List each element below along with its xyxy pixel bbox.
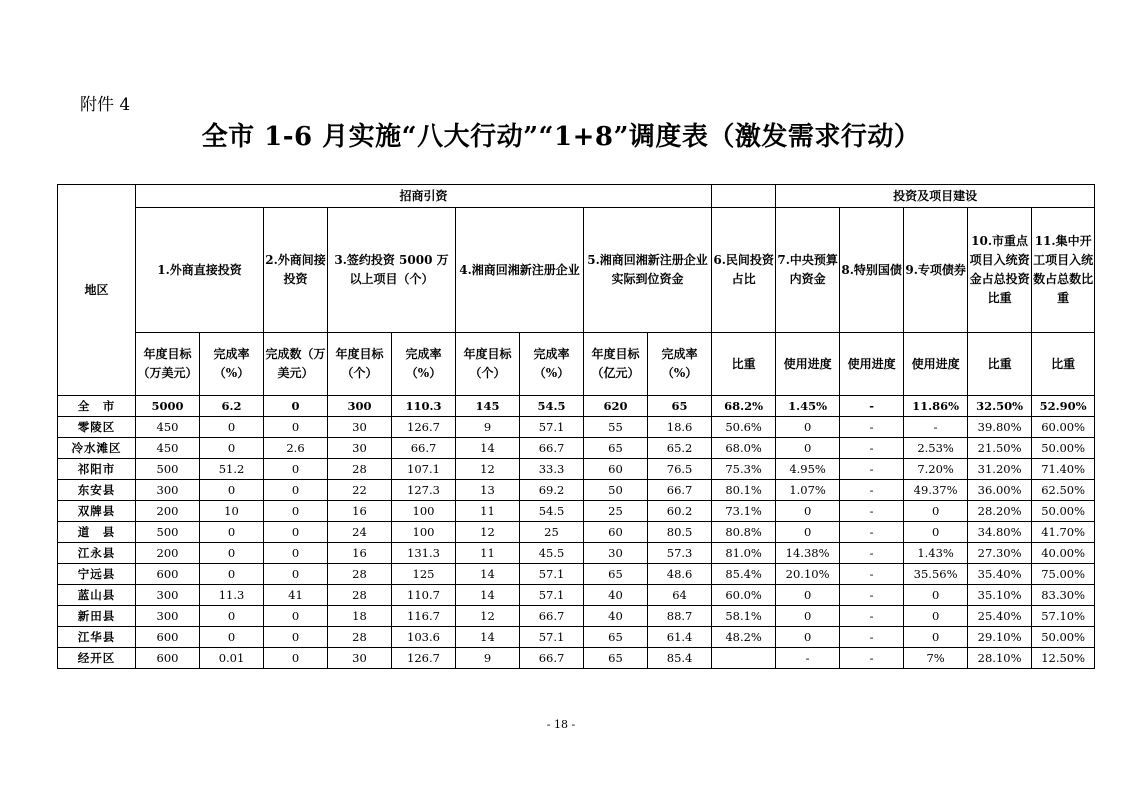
header-c8: 8.特别国债 [840, 208, 904, 333]
value-cell: 57.10% [1032, 606, 1095, 627]
value-cell: 50.00% [1032, 627, 1095, 648]
region-cell: 蓝山县 [58, 585, 136, 606]
table-row [58, 459, 1095, 480]
value-cell: 300 [136, 480, 200, 501]
value-cell: 450 [136, 417, 200, 438]
value-cell: 51.2 [200, 459, 264, 480]
table-row [58, 417, 1095, 438]
value-cell: 14 [456, 585, 520, 606]
value-cell: 11.3 [200, 585, 264, 606]
value-cell: 103.6 [392, 627, 456, 648]
value-cell: 0 [264, 459, 328, 480]
header-c9: 9.专项债券 [904, 208, 968, 333]
subheader-cell: 完成数（万美元） [264, 333, 328, 396]
value-cell: 61.4 [648, 627, 712, 648]
value-cell: 65.2 [648, 438, 712, 459]
value-cell: 33.3 [520, 459, 584, 480]
table-body [58, 396, 1095, 669]
header-c3: 3.签约投资 5000 万以上项目（个） [328, 208, 456, 333]
value-cell: 75.3% [712, 459, 776, 480]
value-cell: 30 [328, 648, 392, 669]
value-cell: 0 [200, 417, 264, 438]
value-cell: 28 [328, 585, 392, 606]
value-cell: 48.2% [712, 627, 776, 648]
value-cell: 81.0% [712, 543, 776, 564]
value-cell: 85.4% [712, 564, 776, 585]
value-cell: 16 [328, 543, 392, 564]
value-cell: 11.86% [904, 396, 968, 417]
value-cell [712, 648, 776, 669]
value-cell: 0 [200, 480, 264, 501]
value-cell: 16 [328, 501, 392, 522]
value-cell: 65 [584, 564, 648, 585]
region-cell: 双牌县 [58, 501, 136, 522]
value-cell: 100 [392, 501, 456, 522]
value-cell: - [840, 438, 904, 459]
value-cell: - [840, 543, 904, 564]
value-cell: 200 [136, 501, 200, 522]
value-cell: 100 [392, 522, 456, 543]
value-cell: 66.7 [648, 480, 712, 501]
subheader-cell: 完成率（%） [392, 333, 456, 396]
table-row [58, 564, 1095, 585]
value-cell: - [840, 564, 904, 585]
value-cell: 0 [200, 522, 264, 543]
header-c7: 7.中央预算内资金 [776, 208, 840, 333]
value-cell: 25 [520, 522, 584, 543]
region-cell: 经开区 [58, 648, 136, 669]
table-row [58, 606, 1095, 627]
value-cell: 29.10% [968, 627, 1032, 648]
page-number: - 18 - [546, 718, 576, 731]
value-cell: 116.7 [392, 606, 456, 627]
value-cell: 0 [200, 438, 264, 459]
value-cell: 60.00% [1032, 417, 1095, 438]
value-cell: 31.20% [968, 459, 1032, 480]
value-cell: 10 [200, 501, 264, 522]
value-cell: 65 [584, 648, 648, 669]
subheader-cell: 比重 [968, 333, 1032, 396]
subheader-cell: 比重 [1032, 333, 1095, 396]
value-cell: 28 [328, 627, 392, 648]
value-cell: 62.50% [1032, 480, 1095, 501]
value-cell: 41.70% [1032, 522, 1095, 543]
value-cell: 12 [456, 606, 520, 627]
value-cell: 0 [776, 438, 840, 459]
value-cell: 69.2 [520, 480, 584, 501]
subheader-cell: 比重 [712, 333, 776, 396]
value-cell: - [840, 648, 904, 669]
value-cell: 0 [264, 417, 328, 438]
value-cell: 14.38% [776, 543, 840, 564]
value-cell: 22 [328, 480, 392, 501]
header-blank-cell [712, 185, 776, 208]
region-cell: 宁远县 [58, 564, 136, 585]
region-cell: 东安县 [58, 480, 136, 501]
value-cell: 0 [904, 585, 968, 606]
value-cell: 65 [648, 396, 712, 417]
value-cell: - [840, 417, 904, 438]
value-cell: 0 [776, 522, 840, 543]
value-cell: 14 [456, 564, 520, 585]
value-cell: 28 [328, 564, 392, 585]
value-cell: 126.7 [392, 648, 456, 669]
value-cell: 0.01 [200, 648, 264, 669]
region-cell: 江华县 [58, 627, 136, 648]
table-row [58, 438, 1095, 459]
value-cell: 300 [328, 396, 392, 417]
value-cell: 11 [456, 501, 520, 522]
value-cell: 12.50% [1032, 648, 1095, 669]
value-cell: 21.50% [968, 438, 1032, 459]
header-group-project-construction: 投资及项目建设 [776, 185, 1095, 208]
value-cell: 0 [200, 606, 264, 627]
value-cell: 85.4 [648, 648, 712, 669]
value-cell: 126.7 [392, 417, 456, 438]
value-cell: 45.5 [520, 543, 584, 564]
value-cell: 6.2 [200, 396, 264, 417]
header-c5: 5.湘商回湘新注册企业实际到位资金 [584, 208, 712, 333]
value-cell: 0 [264, 543, 328, 564]
value-cell: 30 [328, 417, 392, 438]
page-title: 全市 1-6 月实施“八大行动”“1+8”调度表（激发需求行动） [201, 122, 921, 152]
value-cell: 18.6 [648, 417, 712, 438]
region-cell: 新田县 [58, 606, 136, 627]
subheader-cell: 使用进度 [904, 333, 968, 396]
region-cell: 全 市 [58, 396, 136, 417]
header-region: 地区 [58, 185, 136, 396]
value-cell: 24 [328, 522, 392, 543]
table-row [58, 522, 1095, 543]
value-cell: 58.1% [712, 606, 776, 627]
value-cell: 1.43% [904, 543, 968, 564]
value-cell: 50.00% [1032, 438, 1095, 459]
value-cell: 60.2 [648, 501, 712, 522]
value-cell: 50.00% [1032, 501, 1095, 522]
value-cell: 500 [136, 522, 200, 543]
region-cell: 江永县 [58, 543, 136, 564]
value-cell: 107.1 [392, 459, 456, 480]
value-cell: 68.2% [712, 396, 776, 417]
value-cell: 50 [584, 480, 648, 501]
value-cell: 300 [136, 606, 200, 627]
value-cell: 5000 [136, 396, 200, 417]
value-cell: 25 [584, 501, 648, 522]
value-cell: 110.3 [392, 396, 456, 417]
value-cell: 60.0% [712, 585, 776, 606]
value-cell: 0 [904, 606, 968, 627]
value-cell: 12 [456, 522, 520, 543]
value-cell: - [776, 648, 840, 669]
header-c6: 6.民间投资占比 [712, 208, 776, 333]
value-cell: 125 [392, 564, 456, 585]
value-cell: 80.8% [712, 522, 776, 543]
value-cell: 71.40% [1032, 459, 1095, 480]
value-cell: - [840, 480, 904, 501]
value-cell: 13 [456, 480, 520, 501]
value-cell: 66.7 [520, 648, 584, 669]
value-cell: 12 [456, 459, 520, 480]
region-cell: 冷水滩区 [58, 438, 136, 459]
value-cell: 32.50% [968, 396, 1032, 417]
value-cell: 28.20% [968, 501, 1032, 522]
value-cell: 0 [264, 564, 328, 585]
value-cell: 600 [136, 648, 200, 669]
value-cell: 127.3 [392, 480, 456, 501]
value-cell: - [840, 606, 904, 627]
header-c4: 4.湘商回湘新注册企业 [456, 208, 584, 333]
value-cell: 145 [456, 396, 520, 417]
value-cell: 600 [136, 627, 200, 648]
header-c1: 1.外商直接投资 [136, 208, 264, 333]
value-cell: - [840, 627, 904, 648]
header-c2: 2.外商间接投资 [264, 208, 328, 333]
value-cell: 40.00% [1032, 543, 1095, 564]
value-cell: 65 [584, 627, 648, 648]
dispatch-table [57, 184, 1095, 669]
value-cell: 20.10% [776, 564, 840, 585]
value-cell: 0 [200, 564, 264, 585]
value-cell: 600 [136, 564, 200, 585]
value-cell: 0 [200, 627, 264, 648]
header-group-investment-attraction: 招商引资 [136, 185, 712, 208]
value-cell: 9 [456, 417, 520, 438]
subheader-cell: 完成率（%） [520, 333, 584, 396]
value-cell: 7.20% [904, 459, 968, 480]
value-cell: 1.45% [776, 396, 840, 417]
value-cell: 0 [904, 522, 968, 543]
value-cell: 0 [264, 627, 328, 648]
value-cell: 39.80% [968, 417, 1032, 438]
value-cell: 0 [904, 627, 968, 648]
value-cell: 200 [136, 543, 200, 564]
value-cell: 35.10% [968, 585, 1032, 606]
value-cell: 11 [456, 543, 520, 564]
header-c10: 10.市重点项目入统资金占总投资比重 [968, 208, 1032, 333]
value-cell: 14 [456, 438, 520, 459]
value-cell: 500 [136, 459, 200, 480]
value-cell: 66.7 [520, 606, 584, 627]
attachment-label: 附件 4 [80, 95, 131, 115]
value-cell: 49.37% [904, 480, 968, 501]
value-cell: 60 [584, 522, 648, 543]
value-cell: 57.1 [520, 564, 584, 585]
value-cell: 73.1% [712, 501, 776, 522]
value-cell: 60 [584, 459, 648, 480]
table-row [58, 480, 1095, 501]
value-cell: - [840, 522, 904, 543]
value-cell: 0 [776, 501, 840, 522]
value-cell: 131.3 [392, 543, 456, 564]
value-cell: 0 [776, 606, 840, 627]
value-cell: 1.07% [776, 480, 840, 501]
subheader-cell: 完成率（%） [200, 333, 264, 396]
value-cell: 2.6 [264, 438, 328, 459]
value-cell: 68.0% [712, 438, 776, 459]
value-cell: 88.7 [648, 606, 712, 627]
subheader-cell: 使用进度 [776, 333, 840, 396]
value-cell: 65 [584, 438, 648, 459]
value-cell: 75.00% [1032, 564, 1095, 585]
value-cell: 52.90% [1032, 396, 1095, 417]
value-cell: 28.10% [968, 648, 1032, 669]
value-cell: 40 [584, 606, 648, 627]
header-c11: 11.集中开工项目入统数占总数比重 [1032, 208, 1095, 333]
value-cell: 7% [904, 648, 968, 669]
value-cell: 66.7 [392, 438, 456, 459]
value-cell: - [840, 585, 904, 606]
value-cell: 9 [456, 648, 520, 669]
subheader-cell: 年度目标（亿元） [584, 333, 648, 396]
value-cell: 4.95% [776, 459, 840, 480]
table-row [58, 648, 1095, 669]
value-cell: 450 [136, 438, 200, 459]
value-cell: 30 [328, 438, 392, 459]
region-cell: 道 县 [58, 522, 136, 543]
value-cell: 35.56% [904, 564, 968, 585]
value-cell: 54.5 [520, 396, 584, 417]
value-cell: 0 [264, 522, 328, 543]
value-cell: 83.30% [1032, 585, 1095, 606]
value-cell: 57.1 [520, 417, 584, 438]
value-cell: 18 [328, 606, 392, 627]
value-cell: 0 [200, 543, 264, 564]
value-cell: 36.00% [968, 480, 1032, 501]
value-cell: 0 [264, 606, 328, 627]
value-cell: 0 [776, 585, 840, 606]
value-cell: 300 [136, 585, 200, 606]
value-cell: 28 [328, 459, 392, 480]
subheader-cell: 完成率（%） [648, 333, 712, 396]
value-cell: - [840, 396, 904, 417]
table-row [58, 501, 1095, 522]
value-cell: 80.5 [648, 522, 712, 543]
value-cell: 40 [584, 585, 648, 606]
value-cell: 0 [264, 648, 328, 669]
value-cell: 35.40% [968, 564, 1032, 585]
value-cell: - [904, 417, 968, 438]
value-cell: 620 [584, 396, 648, 417]
subheader-cell: 年度目标（万美元） [136, 333, 200, 396]
value-cell: 34.80% [968, 522, 1032, 543]
subheader-cell: 使用进度 [840, 333, 904, 396]
value-cell: 41 [264, 585, 328, 606]
value-cell: 30 [584, 543, 648, 564]
value-cell: 57.3 [648, 543, 712, 564]
value-cell: 76.5 [648, 459, 712, 480]
value-cell: 66.7 [520, 438, 584, 459]
value-cell: - [840, 501, 904, 522]
region-cell: 祁阳市 [58, 459, 136, 480]
table-row-total [58, 396, 1095, 417]
value-cell: 0 [776, 627, 840, 648]
value-cell: 57.1 [520, 585, 584, 606]
value-cell: 27.30% [968, 543, 1032, 564]
value-cell: 48.6 [648, 564, 712, 585]
value-cell: 64 [648, 585, 712, 606]
value-cell: 54.5 [520, 501, 584, 522]
value-cell: 0 [776, 417, 840, 438]
table-row [58, 543, 1095, 564]
value-cell: 0 [264, 501, 328, 522]
subheader-cell: 年度目标（个） [456, 333, 520, 396]
value-cell: 57.1 [520, 627, 584, 648]
value-cell: 50.6% [712, 417, 776, 438]
value-cell: 0 [264, 396, 328, 417]
value-cell: 0 [264, 480, 328, 501]
value-cell: 55 [584, 417, 648, 438]
subheader-cell: 年度目标（个） [328, 333, 392, 396]
value-cell: 110.7 [392, 585, 456, 606]
value-cell: 25.40% [968, 606, 1032, 627]
value-cell: 80.1% [712, 480, 776, 501]
value-cell: 0 [904, 501, 968, 522]
region-cell: 零陵区 [58, 417, 136, 438]
table-row [58, 627, 1095, 648]
value-cell: 2.53% [904, 438, 968, 459]
value-cell: 14 [456, 627, 520, 648]
table-row [58, 585, 1095, 606]
value-cell: - [840, 459, 904, 480]
